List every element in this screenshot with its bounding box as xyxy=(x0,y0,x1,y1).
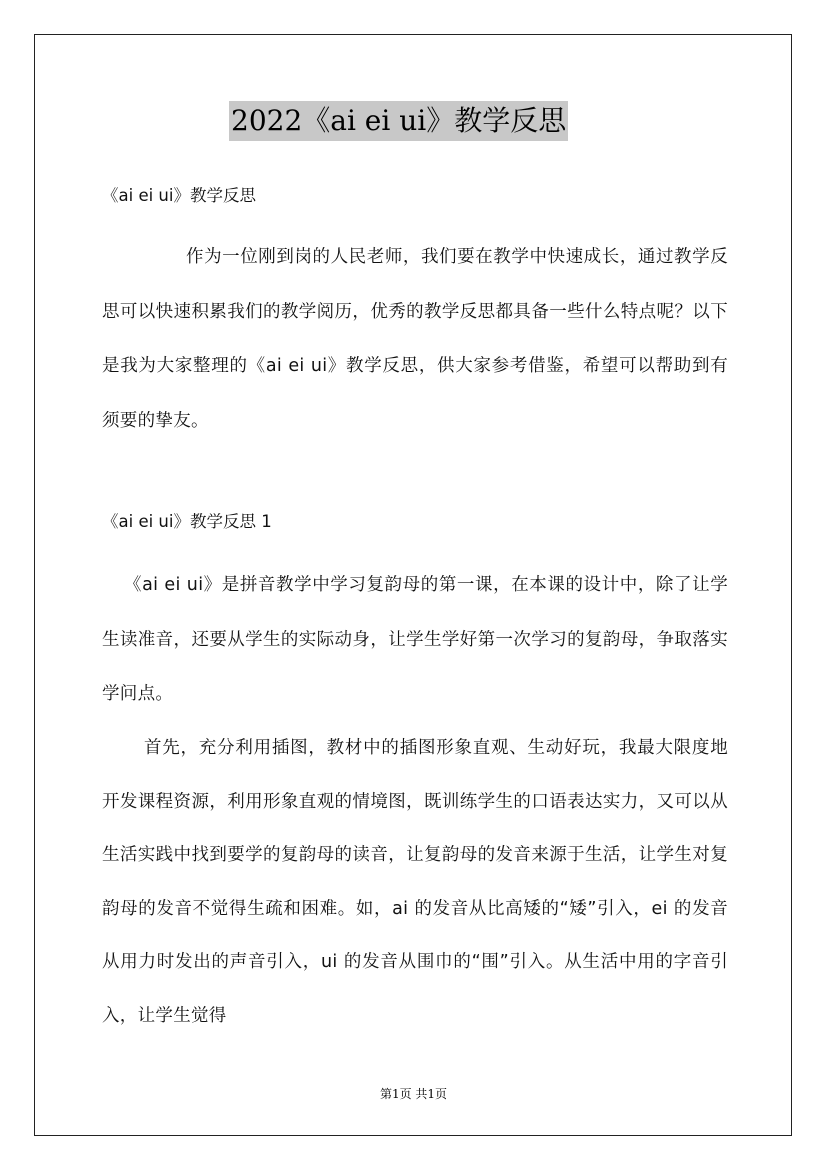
body-paragraph: 首先，充分利用插图，教材中的插图形象直观、生动好玩，我最大限度地开发课程资源，利用形象直观的情境图，既训练学生的口语表达实力，又可以从生活实践中找到要学的复韵母的读音，让复韵母的发音来源于生活，让学生对复韵母的发音不觉得生疏和困难。如，ai 的发音从比高矮的“矮”引入，ei 的发音从用力时发出的声音引入，ui 的发音从围巾的“围”引入。从生活中用的字音引入，让学生觉得 xyxy=(102,738,728,1026)
page-number: 第1页 共1页 xyxy=(379,1087,448,1101)
intro-paragraph: 作为一位刚到岗的人民老师，我们要在教学中快速成长，通过教学反思可以快速积累我们的教学阅历，优秀的教学反思都具备一些什么特点呢？以下是我为大家整理的《ai ei ui》教学反思，供大家参考借鉴，希望可以帮助到有须要的挚友。 xyxy=(102,247,728,431)
section-heading: 《ai ei ui》教学反思 1 xyxy=(102,512,272,531)
document-subtitle: 《ai ei ui》教学反思 xyxy=(102,186,256,205)
document-title: 2022《ai ei ui》教学反思 xyxy=(229,101,568,141)
body-paragraph: 《ai ei ui》是拼音教学中学习复韵母的第一课，在本课的设计中，除了让学生读准音，还要从学生的实际动身，让学生学好第一次学习的复韵母，争取落实学问点。 xyxy=(102,575,728,704)
